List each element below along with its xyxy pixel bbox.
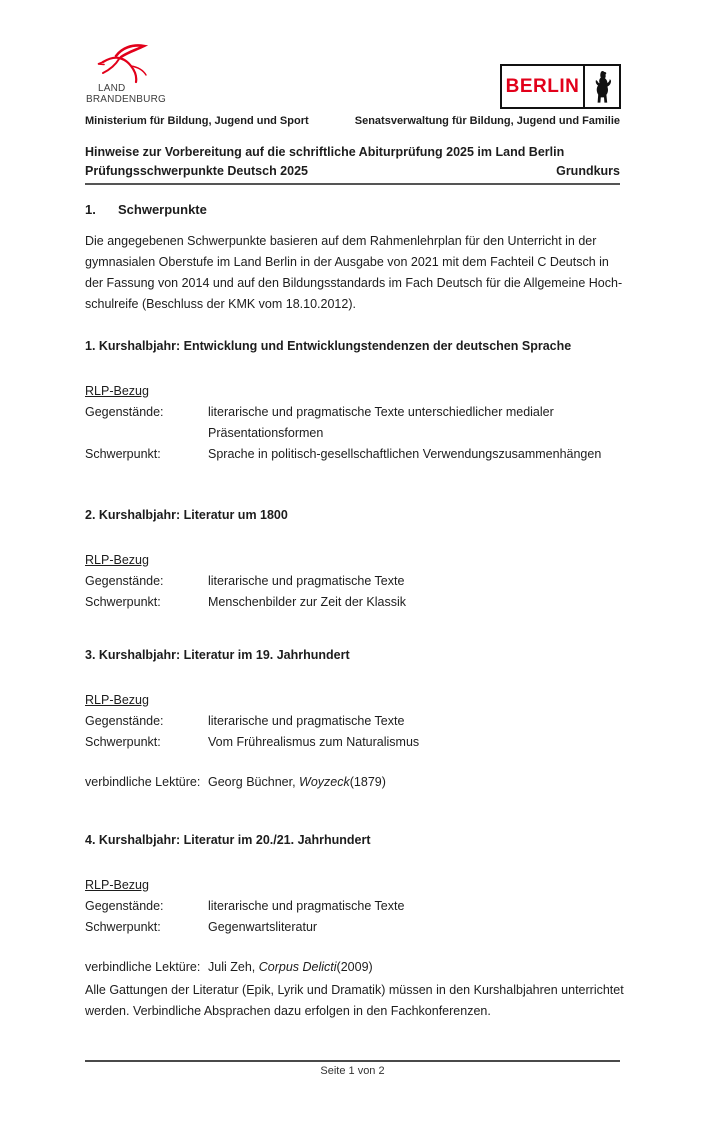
- ministry-right-label: Senatsverwaltung für Bildung, Jugend und Familie: [354, 115, 620, 127]
- gegenstaende-value: literarische und pragmatische Texte unterschiedlicher medialer Präsentationsformen: [208, 405, 554, 440]
- page-footer: [85, 1060, 620, 1077]
- berlin-logo: [500, 64, 621, 109]
- intro-line: gymnasialen Oberstufe im Land Berlin in der Ausgabe von 2021 mit dem Fachteil C Deutsch in: [85, 255, 609, 269]
- brandenburg-crane-icon: [86, 42, 176, 84]
- closing-note: [85, 980, 645, 1022]
- brandenburg-logo-text-brandenburg: BRANDENBURG: [86, 93, 166, 105]
- semester-3-heading: 3. Kurshalbjahr: Literatur im 19. Jahrhundert: [85, 648, 350, 662]
- lektuere-value: [208, 957, 645, 978]
- gegenstaende-label: Gegenstände:: [85, 405, 164, 419]
- schwerpunkt-value: Vom Frührealismus zum Naturalismus: [208, 735, 420, 749]
- gegenstaende-row: [85, 711, 645, 732]
- semester-3-block: [85, 646, 645, 793]
- intro-paragraph: [85, 231, 645, 315]
- gegenstaende-value: literarische und pragmatische Texte: [208, 899, 405, 913]
- lektuere-work-title: Woyzeck: [299, 775, 350, 789]
- schwerpunkt-row: [85, 732, 645, 753]
- page-indicator: Seite 1 von 2: [320, 1065, 385, 1077]
- schwerpunkt-row: [85, 444, 645, 465]
- rlp-bezug-label: RLP-Bezug: [85, 553, 149, 567]
- schwerpunkt-label: Schwerpunkt:: [85, 920, 161, 934]
- gegenstaende-label: Gegenstände:: [85, 574, 164, 588]
- semester-1-heading: 1. Kurshalbjahr: Entwicklung und Entwicklungstendenzen der deutschen Sprache: [85, 339, 572, 353]
- schwerpunkt-label: Schwerpunkt:: [85, 735, 161, 749]
- lektuere-work-title: Corpus Delicti: [258, 960, 337, 974]
- rlp-bezug-label: RLP-Bezug: [85, 693, 149, 707]
- ministry-left-label: Ministerium für Bildung, Jugend und Sport: [85, 115, 309, 127]
- section-schwerpunkte-heading: [85, 202, 207, 217]
- document-title-block: [85, 143, 620, 185]
- gegenstaende-label: Gegenstände:: [85, 899, 164, 913]
- gegenstaende-row: [85, 571, 645, 592]
- course-type-label: Grundkurs: [556, 164, 620, 178]
- lektuere-row: [85, 957, 645, 978]
- rlp-bezug-label: RLP-Bezug: [85, 384, 149, 398]
- gegenstaende-label: Gegenstände:: [85, 714, 164, 728]
- gegenstaende-row: [85, 896, 645, 917]
- semester-2-heading: 2. Kurshalbjahr: Literatur um 1800: [85, 508, 288, 522]
- gegenstaende-value: literarische und pragmatische Texte: [208, 574, 405, 588]
- intro-line: Die angegebenen Schwerpunkte basieren auf dem Rahmenlehrplan für den Unterricht in der: [85, 234, 597, 248]
- section-title: Schwerpunkte: [118, 202, 207, 217]
- semester-4-block: [85, 831, 645, 978]
- schwerpunkt-row: [85, 917, 645, 938]
- lektuere-value: [208, 772, 645, 793]
- schwerpunkt-value: Menschenbilder zur Zeit der Klassik: [208, 595, 406, 609]
- semester-2-block: [85, 506, 645, 613]
- lektuere-year: (2009): [336, 960, 373, 974]
- schwerpunkt-row: [85, 592, 645, 613]
- lektuere-year: (1879): [349, 775, 386, 789]
- lektuere-label: verbindliche Lektüre:: [85, 960, 201, 974]
- intro-line: der Fassung von 2014 und auf den Bildungsstandards im Fach Deutsch für die Allgemeine Hoch-: [85, 276, 623, 290]
- berlin-wordmark: BERLIN: [505, 75, 580, 97]
- brandenburg-logo: [86, 42, 176, 105]
- brandenburg-logo-text-land: LAND: [98, 83, 126, 94]
- schwerpunkt-value: Sprache in politisch-gesellschaftlichen Verwendungszusammenhängen: [208, 447, 602, 461]
- document-title-line2: Prüfungsschwerpunkte Deutsch 2025: [85, 164, 308, 178]
- lektuere-author: Georg Büchner,: [208, 775, 296, 789]
- semester-4-heading: 4. Kurshalbjahr: Literatur im 20./21. Jahrhundert: [85, 833, 371, 847]
- semester-1-block: [85, 337, 645, 465]
- gegenstaende-row: [85, 402, 645, 444]
- schwerpunkt-label: Schwerpunkt:: [85, 595, 161, 609]
- schwerpunkt-value: Gegenwartsliteratur: [208, 920, 318, 934]
- schwerpunkt-label: Schwerpunkt:: [85, 447, 161, 461]
- lektuere-label: verbindliche Lektüre:: [85, 775, 201, 789]
- lektuere-author: Juli Zeh,: [208, 960, 256, 974]
- closing-note-line: werden. Verbindliche Absprachen dazu erfolgen in den Fachkonferenzen.: [85, 1004, 491, 1018]
- rlp-bezug-label: RLP-Bezug: [85, 878, 149, 892]
- closing-note-line: Alle Gattungen der Literatur (Epik, Lyrik und Dramatik) müssen in den Kurshalbjahren unterrichtet: [85, 983, 624, 997]
- document-title-line1: Hinweise zur Vorbereitung auf die schriftliche Abiturprüfung 2025 im Land Berlin: [85, 145, 565, 159]
- section-number: 1.: [85, 202, 96, 217]
- lektuere-row: [85, 772, 645, 793]
- gegenstaende-value: literarische und pragmatische Texte: [208, 714, 405, 728]
- intro-line: schulreife (Beschluss der KMK vom 18.10.2012).: [85, 297, 356, 311]
- berlin-bear-icon: [585, 66, 619, 107]
